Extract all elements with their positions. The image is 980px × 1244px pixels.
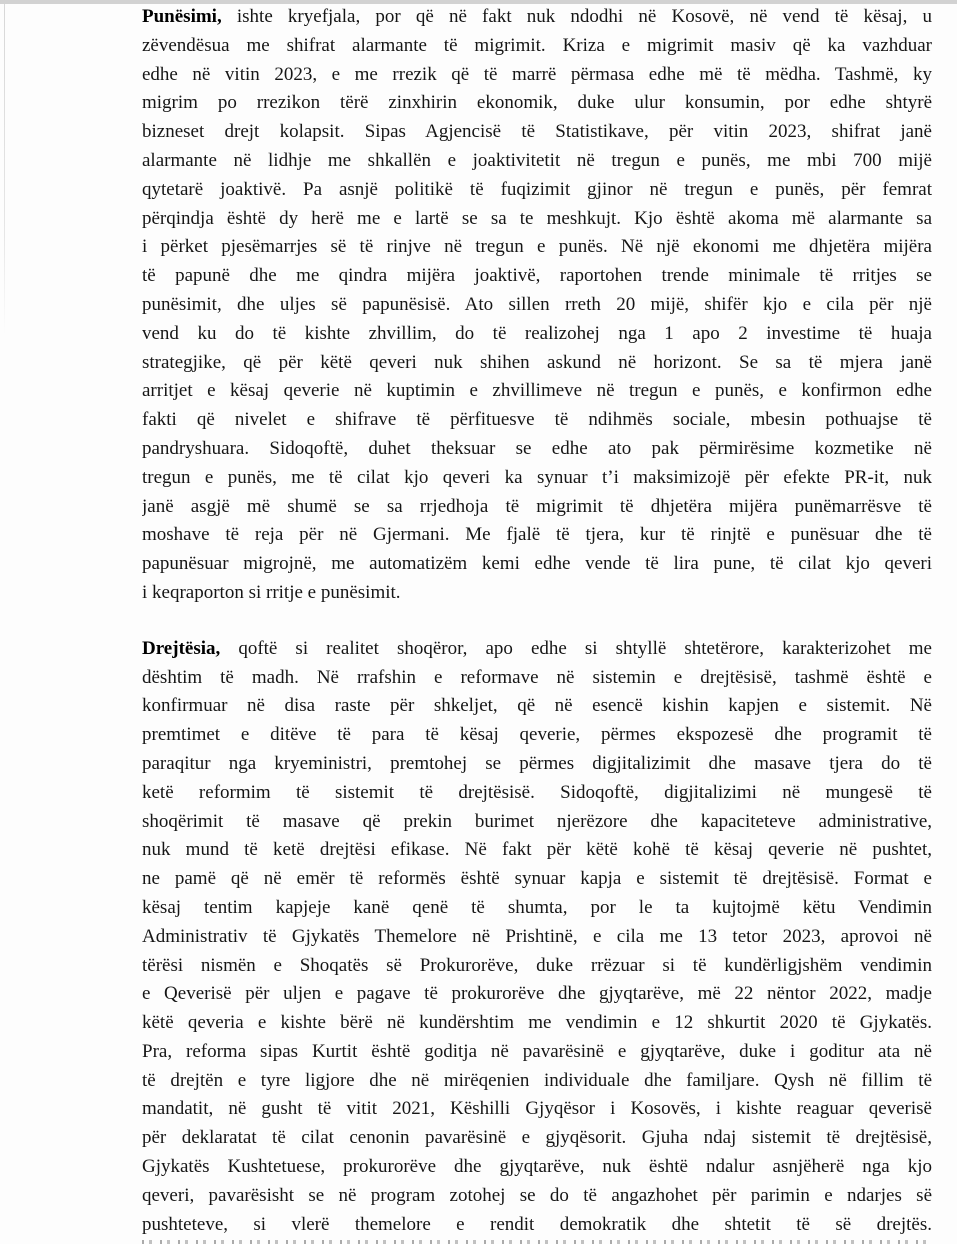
text-line: premtimet e ditëve të para të kësaj qeverie, përmes ekspozesë dhe programit të (142, 724, 932, 746)
document-text (142, 3, 932, 1239)
text-line-rest: ishte kryefjala, por që në fakt nuk ndodhi në Kosovë, në vend të kësaj, u (236, 6, 932, 27)
text-line: moshave të reja për në Gjermani. Me fjalë të tjera, kur të rinjtë e punësuar dhe të (142, 524, 932, 546)
text-line: alarmante në lidhje me shkallën e joaktivitetit në tregun e punës, me mbi 700 mijë (142, 149, 932, 171)
text-line: kësaj tentim kapjeje kanë qenë të shumta, por le ta kujtojmë këtu Vendimin (142, 896, 932, 918)
text-line: migrim po rrezikon tërë zinxhirin ekonomik, duke ulur konsumin, por edhe shtyrë (142, 92, 932, 114)
text-line: Pra, reforma sipas Kurtit është goditja në pavarësinë e gjyqtarëve, duke i goditur ata në (142, 1040, 932, 1062)
text-line: i përket pjesëmarrjes së të rinjve në tregun e punës. Në një ekonomi me dhjetëra mijëra (142, 236, 932, 258)
text-line: tregun e punës, me të cilat kjo qeveri ka synuar t’i maksimizojë për efekte PR-it, nuk (142, 466, 932, 488)
text-line: e Qeverisë për uljen e pagave të prokurorëve dhe gjyqtarëve, më 22 nëntor 2022, madje (142, 983, 932, 1005)
text-line: arritjet e kësaj qeverie në kuptimin e zhvillimeve në tregun e punës, e konfirmon edhe (142, 380, 932, 402)
text-line-rest: qoftë si realitet shoqëror, apo edhe si shtyllë shtetërore, karakterizohet me (238, 637, 932, 659)
text-line: edhe në vitin 2023, e me rrezik që të marrë përmasa edhe më të mëdha. Tashmë, ky (142, 63, 932, 85)
text-line (142, 3, 932, 32)
text-line: dështim të madh. Në rrafshin e reformave në sistemin e drejtësisë, tashmë është e (142, 666, 932, 688)
text-line: këtë qeveria e kishte bërë në kundërshtim me vendimin e 12 shkurtit 2020 të Gjykatës. (142, 1012, 932, 1034)
text-line: bizneset drejt kolapsit. Sipas Agjencisë të Statistikave, për vitin 2023, shifrat janë (142, 121, 932, 143)
clipped-text-line (142, 1240, 932, 1244)
text-line: Administrativ të Gjykatës Themelore në Prishtinë, e cila me 13 tetor 2023, aprovoi në (142, 925, 932, 947)
text-line: ketë reformim të sistemit të drejtësisë. Sidoqoftë, digjitalizimi në mungesë të (142, 781, 932, 803)
text-line: papunësuar migrojnë, me automatizëm kemi edhe vende të lira pune, të cilat kjo qeveri (142, 553, 932, 575)
text-line: paraqitur nga kryeministri, premtohej se përmes digjitalizimit dhe masave tjera do të (142, 752, 932, 774)
text-line: punësimit, dhe uljes së papunësisë. Ato sillen rreth 20 mijë, shifër kjo e cila për një (142, 293, 932, 315)
text-line: Gjykatës Kushtetuese, prokurorëve dhe gjyqtarëve, nuk është ndalur asnjëherë nga kjo (142, 1156, 932, 1178)
text-line: strategjike, që për këtë qeveri nuk shihen askund në horizont. Se sa të mjera janë (142, 351, 932, 373)
text-line: tërësi nismën e Shoqatës së Prokurorëve, duke rrëzuar si të kundërligjshëm vendimin (142, 954, 932, 976)
paragraph-lead-bold: Punësimi, (142, 6, 222, 27)
paragraph (142, 635, 932, 1240)
text-line: mandatit, në gusht të vitit 2021, Këshilli Gjyqësor i Kosovës, i kishte reaguar qeverisë (142, 1098, 932, 1120)
text-line: përqindja është dy herë me e lartë se sa te meshkujt. Kjo është akoma më alarmante sa (142, 207, 932, 229)
text-line: qytetarë joaktivë. Pa asnjë politikë të fuqizimit gjinor në tregun e punës, për femrat (142, 178, 932, 200)
text-line: pushteteve, si vlerë themelore e rendit demokratik dhe shtetit të së drejtës. (142, 1213, 932, 1235)
text-line: shoqërimit të masave që prekin burimet njerëzore dhe kapaciteteve administrative, (142, 810, 932, 832)
paragraph-lead-bold: Drejtësia, (142, 637, 221, 659)
page-left-edge-line (4, 4, 5, 334)
text-line: të drejtën e tyre ligjore dhe në mirëqenien individuale dhe familjare. Qysh në fillim të (142, 1069, 932, 1091)
paragraph (142, 3, 932, 608)
text-line: konfirmuar në disa raste për shkeljet, që në esencë kishin kapjen e sistemit. Në (142, 695, 932, 717)
text-line: qeveri, pavarësisht se në program zotohej se do të angazhohet për parimin e ndarjes së (142, 1184, 932, 1206)
text-line: ne pamë që në emër të reformës është synuar kapja e sistemit të drejtësisë. Format e (142, 868, 932, 890)
text-line: të papunë dhe me qindra mijëra joaktivë, raportohen trende minimale të rritjes se (142, 265, 932, 287)
text-line: vend ku do të kishte zhvillim, do të realizohej nga 1 apo 2 investime të huaja (142, 322, 932, 344)
text-line (142, 635, 932, 664)
text-line: zëvendësua me shifrat alarmante të migrimit. Kriza e migrimit masiv që ka vazhduar (142, 34, 932, 56)
text-line: pandryshuara. Sidoqoftë, duhet theksuar se edhe ato pak përmirësime kozmetike në (142, 437, 932, 459)
text-line: nuk mund të ketë drejtësi efikase. Në fakt për këtë kohë të kësaj qeverie në pushtet, (142, 839, 932, 861)
text-line: janë asgjë më shumë se sa rrjedhoja të migrimit të dhjetëra mijëra punëmarrësve të (142, 495, 932, 517)
text-line: fakti që nivelet e shifrave të përfituesve të ndihmës sociale, mbesin pothuajse të (142, 409, 932, 431)
text-line: për deklaratat të cilat cenonin pavarësinë e gjyqësorit. Gjuha ndaj sistemit të drejtësisë, (142, 1127, 932, 1149)
text-line: i keqraporton si rritje e punësimit. (142, 581, 401, 603)
